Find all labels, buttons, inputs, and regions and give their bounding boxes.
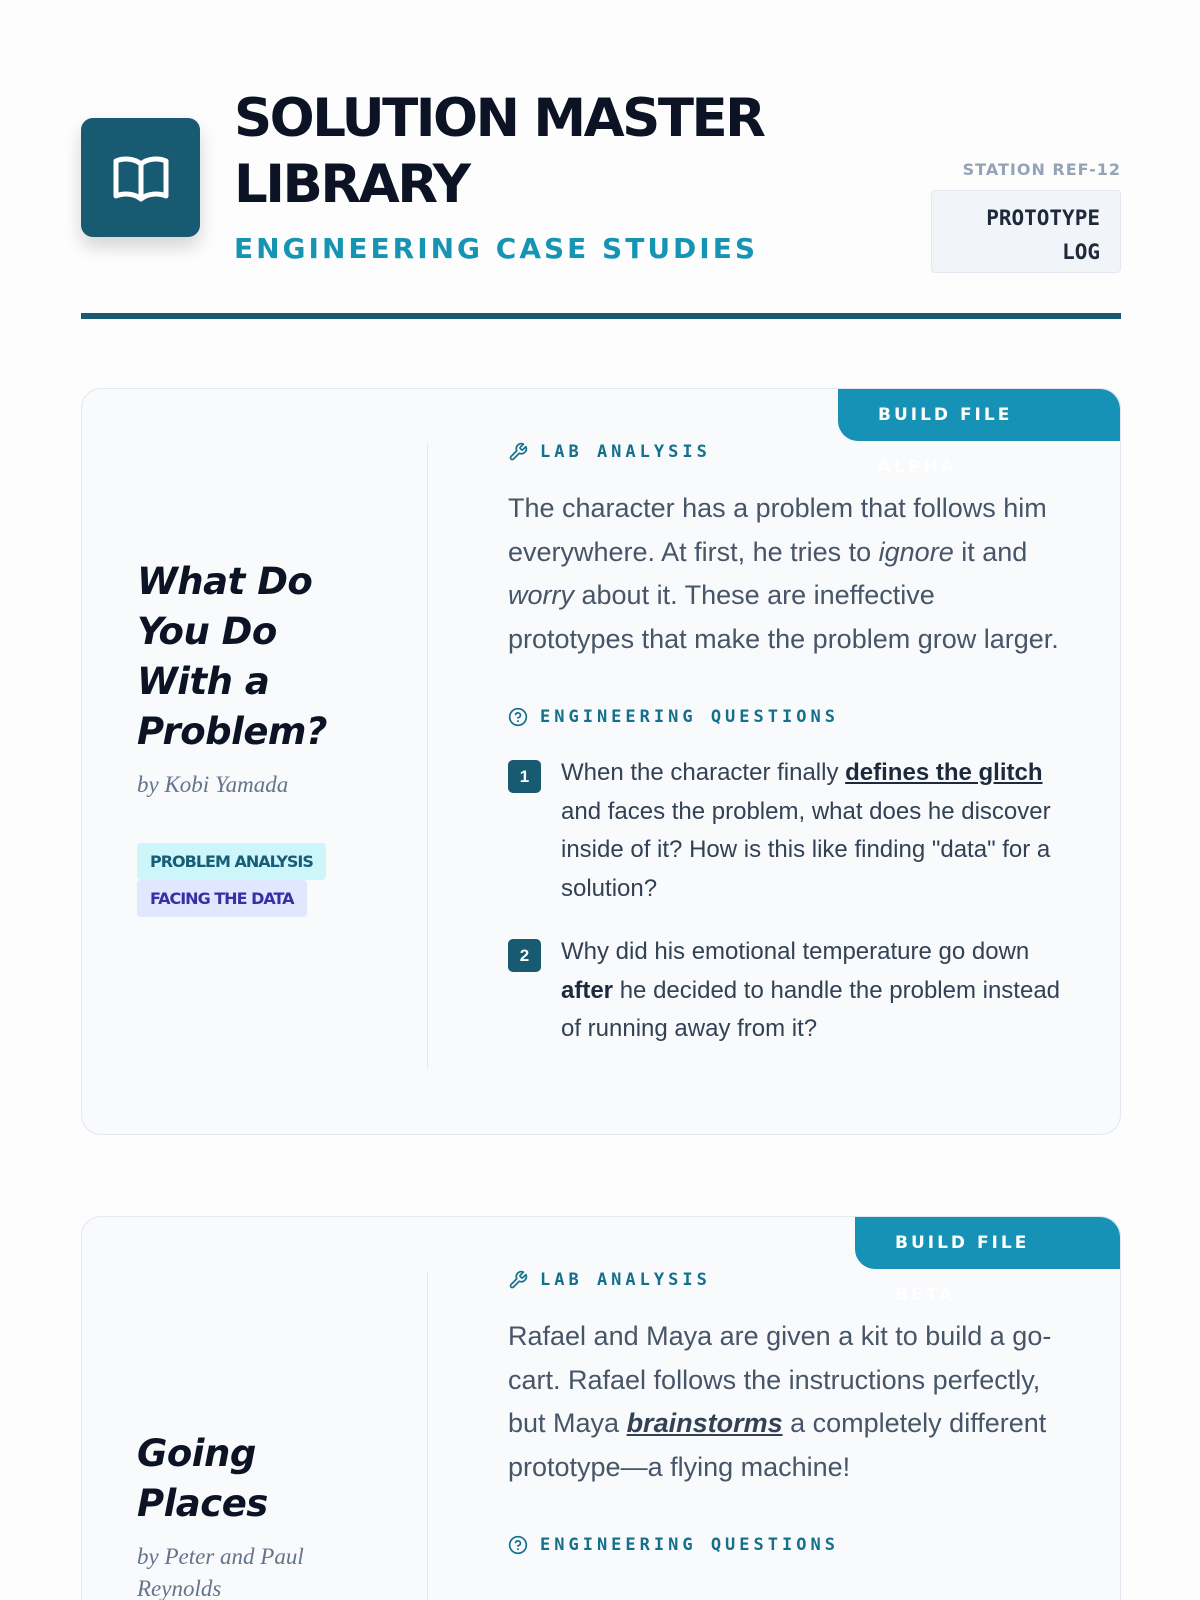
analysis-text-part: a completely different prototype—a flying machine!	[508, 1408, 1047, 1482]
lab-analysis-label	[508, 1267, 1068, 1293]
analysis-text-part: it and	[953, 536, 1028, 567]
book-info	[137, 557, 377, 917]
question-highlight: defines the glitch	[845, 759, 1043, 786]
question-text-part: he decided to handle the problem instead of running away from it?	[561, 976, 1061, 1042]
analysis-emphasis: brainstorms	[626, 1408, 783, 1438]
question-text	[561, 933, 1061, 1049]
question-item	[508, 933, 1068, 1049]
question-circle-icon	[508, 1535, 528, 1555]
tag-facing-the-data: FACING THE DATA	[137, 880, 307, 917]
page-header	[81, 80, 1121, 320]
question-highlight: after	[561, 976, 614, 1004]
analysis-text-part: The character has a problem that follows him everywhere. At first, he tries to	[508, 493, 1047, 567]
analysis-text-part: Rafael and Maya are given a kit to build a go-cart. Rafael follows the instructions perfectly, but Maya	[508, 1321, 1052, 1438]
logo	[81, 118, 200, 237]
book-title: What Do You Do With a Problem?	[137, 560, 327, 753]
analysis-column	[508, 1267, 1068, 1558]
question-text-part: and faces the problem, what does he discover inside of it? How is this like finding "data" for a solution?	[561, 797, 1051, 902]
lab-analysis-text: LAB ANALYSIS	[540, 442, 711, 462]
column-divider	[427, 1271, 428, 1600]
page-title: SOLUTION MASTER LIBRARY	[234, 88, 764, 215]
lab-analysis-text: LAB ANALYSIS	[540, 1270, 711, 1290]
engineering-questions-text: ENGINEERING QUESTIONS	[540, 1535, 839, 1555]
book-info	[137, 1429, 377, 1600]
case-study-card-alpha	[81, 388, 1121, 1135]
question-number: 1	[508, 760, 541, 793]
question-item	[508, 754, 1068, 908]
analysis-text-part: about it. These are ineffective prototypes that make the problem grow larger.	[508, 580, 1059, 654]
engineering-questions-label	[508, 704, 1068, 730]
analysis-column	[508, 439, 1068, 1074]
question-text-part: When the character finally	[561, 759, 846, 786]
case-study-card-beta	[81, 1216, 1121, 1600]
question-number: 2	[508, 939, 541, 972]
book-author: by Kobi Yamada	[137, 772, 289, 797]
book-title: Going Places	[137, 1432, 268, 1525]
question-text	[561, 754, 1061, 908]
station-ref-label: STATION REF-12	[962, 160, 1121, 179]
build-file-tab: BUILD FILE ALPHA	[838, 389, 1120, 441]
question-list	[508, 754, 1068, 1049]
wrench-icon	[508, 442, 528, 462]
page-subtitle: ENGINEERING CASE STUDIES	[234, 232, 759, 265]
build-file-tab: BUILD FILE BETA	[855, 1217, 1120, 1269]
column-divider	[427, 443, 428, 1069]
analysis-emphasis: worry	[508, 580, 574, 610]
analysis-text	[508, 1315, 1068, 1489]
analysis-text	[508, 487, 1068, 661]
tag-problem-analysis: PROBLEM ANALYSIS	[137, 843, 326, 880]
header-divider	[81, 313, 1121, 319]
station-ref-badge: PROTOTYPE LOG	[931, 190, 1121, 273]
open-book-icon	[110, 150, 172, 206]
analysis-emphasis: ignore	[878, 536, 954, 567]
book-author: by Peter and Paul Reynolds	[137, 1544, 304, 1600]
engineering-questions-label	[508, 1532, 1068, 1558]
lab-analysis-label	[508, 439, 1068, 465]
engineering-questions-text: ENGINEERING QUESTIONS	[540, 707, 839, 727]
question-circle-icon	[508, 707, 528, 727]
wrench-icon	[508, 1270, 528, 1290]
question-text-part: Why did his emotional temperature go down	[561, 938, 1030, 965]
tag-list	[137, 843, 377, 917]
